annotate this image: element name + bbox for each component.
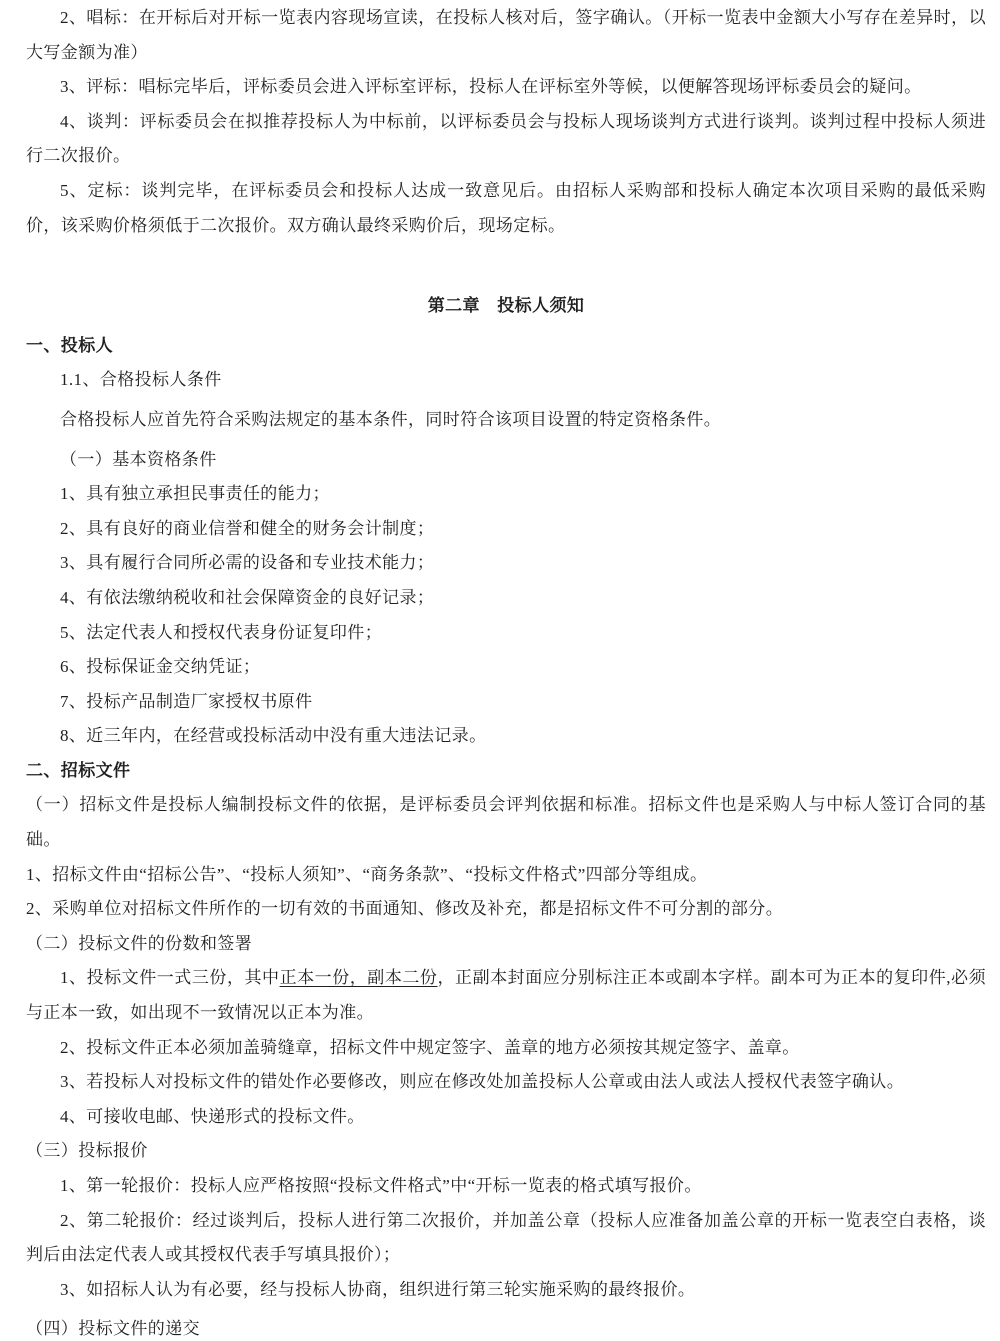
- paragraph: [26, 616, 986, 651]
- paragraph: [26, 685, 986, 720]
- section-heading: [26, 329, 986, 364]
- paragraph: [26, 1204, 986, 1273]
- paragraph: [26, 1, 986, 70]
- paragraph: [26, 70, 986, 105]
- text-run: 二、招标文件: [26, 760, 131, 780]
- underlined-text: 正本一份，副本二份: [279, 968, 438, 988]
- text-run: 3、评标：唱标完毕后，评标委员会进入评标室评标，投标人在评标室外等候，以便解答现场评标委员会的疑问。: [60, 77, 922, 97]
- paragraph: [26, 650, 986, 685]
- text-run: （一）基本资格条件: [60, 449, 217, 469]
- chapter-title: [26, 289, 986, 324]
- text-run: （四）投标文件的递交: [26, 1319, 200, 1339]
- text-run: ，正副本封面应分别标注正本或副本字样。副本可为正本的复印件,必须与正本一致，如出现不一致情况以正本为准。: [26, 968, 986, 1023]
- paragraph: [26, 1031, 986, 1066]
- paragraph: [26, 546, 986, 581]
- paragraph: [26, 1312, 986, 1341]
- paragraph: [26, 788, 986, 857]
- text-run: 1.1、合格投标人条件: [60, 370, 222, 390]
- paragraph: [26, 1100, 986, 1135]
- text-run: 2、投标文件正本必须加盖骑缝章，招标文件中规定签字、盖章的地方必须按其规定签字、盖章。: [60, 1037, 800, 1057]
- paragraph: [26, 403, 986, 438]
- paragraph: [26, 105, 986, 174]
- paragraph: [26, 363, 986, 398]
- paragraph: [26, 892, 986, 927]
- text-run: 合格投标人应首先符合采购法规定的基本条件，同时符合该项目设置的特定资格条件。: [60, 409, 722, 429]
- text-run: 1、具有独立承担民事责任的能力；: [60, 484, 330, 504]
- paragraph: [26, 719, 986, 754]
- paragraph: [26, 512, 986, 547]
- text-run: 5、定标：谈判完毕，在评标委员会和投标人达成一致意见后。由招标人采购部和投标人确定本次项目采购的最低采购价，该采购价格须低于二次报价。双方确认最终采购价后，现场定标。: [26, 180, 986, 235]
- text-run: 3、具有履行合同所必需的设备和专业技术能力；: [60, 553, 435, 573]
- text-run: 7、投标产品制造厂家授权书原件: [60, 691, 313, 711]
- text-run: 3、若投标人对投标文件的错处作必要修改，则应在修改处加盖投标人公章或由法人或法人授权代表签字确认。: [60, 1072, 905, 1092]
- paragraph: [26, 477, 986, 512]
- paragraph: [26, 1169, 986, 1204]
- text-run: 4、有依法缴纳税收和社会保障资金的良好记录；: [60, 587, 435, 607]
- text-run: 1、投标文件一式三份，其中: [60, 968, 280, 988]
- text-run: （一）招标文件是投标人编制投标文件的依据，是评标委员会评判依据和标准。招标文件也是采购人与中标人签订合同的基础。: [26, 795, 986, 850]
- text-run: 3、如招标人认为有必要，经与投标人协商，组织进行第三轮实施采购的最终报价。: [60, 1279, 696, 1299]
- text-run: 4、谈判：评标委员会在拟推荐投标人为中标前，以评标委员会与投标人现场谈判方式进行谈判。谈判过程中投标人须进行二次报价。: [26, 111, 986, 166]
- document-body: [26, 1, 986, 1341]
- paragraph: [26, 961, 986, 1030]
- text-run: 8、近三年内，在经营或投标活动中没有重大违法记录。: [60, 726, 487, 746]
- paragraph: [26, 1134, 986, 1169]
- text-run: 第二章 投标人须知: [427, 296, 585, 316]
- paragraph: [26, 858, 986, 893]
- paragraph: [26, 443, 986, 478]
- paragraph: [26, 1065, 986, 1100]
- text-run: 4、可接收电邮、快递形式的投标文件。: [60, 1106, 365, 1126]
- text-run: 2、唱标：在开标后对开标一览表内容现场宣读，在投标人核对后，签字确认。（开标一览表中金额大小写存在差异时，以大写金额为准）: [26, 8, 986, 62]
- text-run: 5、法定代表人和授权代表身份证复印件；: [60, 622, 383, 642]
- text-run: 2、第二轮报价：经过谈判后，投标人进行第二次报价，并加盖公章（投标人应准备加盖公章的开标一览表空白表格，谈判后由法定代表人或其授权代表手写填具报价）；: [26, 1210, 986, 1265]
- text-run: 一、投标人: [26, 335, 113, 355]
- text-run: 2、具有良好的商业信誉和健全的财务会计制度；: [60, 518, 435, 538]
- text-run: （三）投标报价: [26, 1141, 148, 1161]
- section-heading: [26, 754, 986, 789]
- text-run: 1、第一轮报价：投标人应严格按照“投标文件格式”中“开标一览表的格式填写报价。: [60, 1176, 702, 1195]
- text-run: 6、投标保证金交纳凭证；: [60, 657, 261, 677]
- paragraph: [26, 581, 986, 616]
- paragraph: [26, 927, 986, 962]
- paragraph: [26, 1273, 986, 1308]
- text-run: （二）投标文件的份数和签署: [26, 933, 253, 953]
- text-run: 2、采购单位对招标文件所作的一切有效的书面通知、修改及补充，都是招标文件不可分割的部分。: [26, 899, 784, 919]
- paragraph: [26, 174, 986, 243]
- text-run: 1、招标文件由“招标公告”、“投标人须知”、“商务条款”、“投标文件格式”四部分等组成。: [26, 864, 708, 884]
